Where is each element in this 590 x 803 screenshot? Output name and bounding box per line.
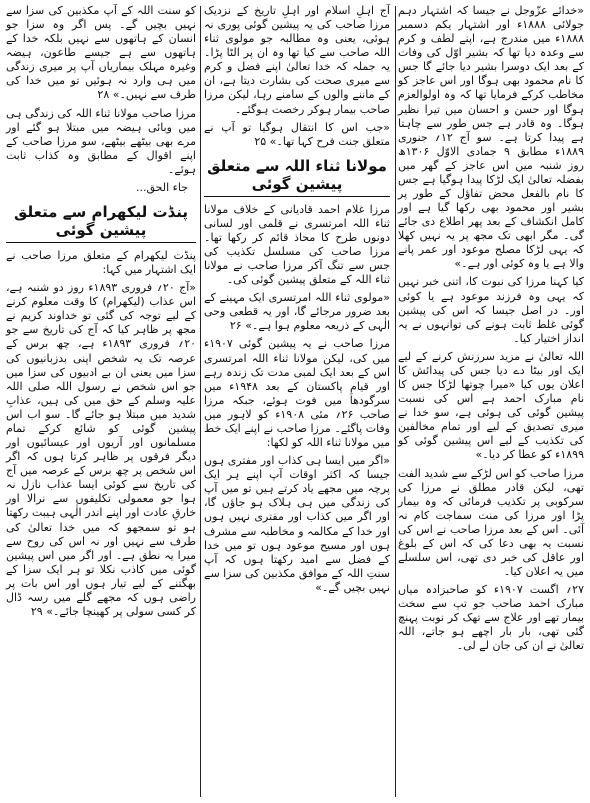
commentary-paragraph: مرزا صاحب کو اس لڑکے سے شدید الفت تھی، لیکن قادر مطلق نے مرزا کی سرکوبی پر تکذیب فرمائی کہ وہ بیمار پڑا اور مرزا کی منت سماجت کام نہ آئی۔ اس کے بعد مرزا صاحب نے اس کی نسبت یہ بھی دعا کی کہ اس کے بلوغ اور عاقل کی خبر دی تھی، اس سلسلے میں یہ اعلان کیا۔ bbox=[398, 466, 584, 579]
column-divider bbox=[395, 6, 396, 797]
body-paragraph: مرزا صاحب نے یہ پیشین گوئی ۱۹۰۷ء میں کی، لیکن مولانا ثناء اللہ امرتسری اس کے بعد ایک لمبی مدت تک زندہ رہے اور قیامِ پاکستان کے بعد ۱۹۴۸ء میں سرگودھا میں فوت ہوئے، جبکہ مرزا صاحب ۲۶؍ مئی ۱۹۰۸ء کو لاہور میں وفات پاگئے۔ مرزا صاحب نے اپنے ایک خط میں مولانا ثناء اللہ کو لکھا: bbox=[204, 337, 390, 450]
body-paragraph: مرزا غلام احمد قادیانی کے خلاف مولانا ثناء اللہ امرتسری نے قلمی اور لسانی دونوں طرح کا محاذ قائم کر رکھا تھا۔ مرزا صاحب کی مسلسل تکذیب کی جس سے تنگ آکر مرزا صاحب نے مولانا ثناء اللہ کے متعلق پیشین گوئی کی۔ bbox=[204, 202, 390, 287]
column-divider bbox=[200, 6, 201, 797]
mubarak-ahmad-quote: اللہ تعالیٰ نے مزید سرزنش کرنے کے لیے ایک اور بیٹا دے دیا جس کی پیدائش کا اعلان یوں کیا «میرا چوتھا لڑکا جس کا نام مبارک احمد ہے اس کی نسبت پیشین گوئی کی ہوئی ہے، سو خدا نے میری تصدیق کے لیے اور تمام مخالفین کی تکذیب کے لیے اس پیشین گوئی کو ۱۸۹۹ء کو عطا کر دیا۔» bbox=[398, 349, 584, 462]
section-heading-lekhram: پنڈت لیکھرام سے متعلق پیشین گوئی bbox=[6, 203, 196, 243]
section-heading-sanaullah: مولانا ثناء اللہ سے متعلق پیشین گوئی bbox=[204, 157, 390, 197]
column-left bbox=[4, 4, 198, 799]
prophecy-quote-bashir: «خدائے عزّوجل نے جیسا کہ اشتہار دہم جولائی ۱۸۸۸ء اور اشتہار یکم دسمبر ۱۸۸۸ء میں مندرج ہے، اپنے لطف و کرم سے وعدہ دیا تھا کہ بشیر اوّل کی وفات کے بعد ایک دوسرا بشیر دیا جائے گا جس کا نام محمود بھی ہوگا اور اس عاجز کو مخاطب کرکے فرمایا تھا کہ وہ اولوالعزم ہوگا اور حسن و احسان میں تیرا نظیر ہوگا۔ وہ قادر ہے جس طور سے چاہتا ہے پیدا کرتا ہے۔ سو آج ۱۲؍ جنوری ۱۸۸۹ء مطابق ۹ جمادی الاوّل ۱۳۰۶ھ روز شنبہ میں اس عاجز کے گھر میں بفضلہ تعالیٰ ایک لڑکا پیدا ہوگیا ہے جس کا نام بالفعل محض تفاؤل کے طور پر بشیر اور محمود بھی رکھا گیا ہے اور کامل انکشاف کے بعد پھر اطلاع دی جائے گی۔ مگر ابھی تک مجھ پر یہ نہیں کھلا کہ یہی لڑکا مصلح موعود اور عمر پانے والا ہے یا وہ کوئی اور ہے۔» bbox=[398, 4, 584, 271]
letter-quote-continued: کو سنت اللہ کے آپ مکذبین کی سزا سے نہیں بچیں گے۔ پس اگر وہ سزا جو انسان کے ہاتھوں سے نہیں بلکہ خدا کے ہاتھوں سے ہے جیسے طاعون، ہیضہ وغیرہ مہلک بیماریاں آپ پر میری زندگی میں ہی وارد نہ ہوئیں تو میں خدا کی طرف سے نہیں۔» ۲۸ bbox=[6, 4, 196, 102]
commentary-paragraph: کیا کہنا مرزا کی نبوت کا، اتنی خبر نہیں کہ یہی وہ فرزند موعود ہے یا کوئی اور۔ در اصل جیسا کہ اس کی پیشین گوئی غلط ثابت ہونے کی توانہوں نے یہ انداز اختیار کیا۔ bbox=[398, 275, 584, 345]
body-paragraph: آج اہلِ اسلام اور اہلِ تاریخ کے نزدیک مرزا صاحب کی یہ پیشین گوئی پوری نہ ہوئی، یعنی وہ مطالبہ جو مولوی ثناء اللہ صاحب سے کیا تھا وہ ان پر الٹا پڑا۔ یہ جملہ کہ خدا تعالیٰ اپنے فضل و کرم سے میری صحت کی بشارت دیتا ہے، ان کے ماننے والوں کے سامنے رہا، لیکن مرزا صاحب بیمار ہوکر رخصت ہوگئے۔ bbox=[204, 4, 390, 116]
letter-quote: «اگر میں ایسا ہی کذاب اور مفتری ہوں جیسا کہ اکثر اوقات آپ اپنے ہر ایک پرچہ میں مجھے یاد کرتے ہیں تو میں آپ کی زندگی میں ہی ہلاک ہو جاؤں گا، اور اگر میں کذاب اور مفتری نہیں ہوں اور خدا کے مکالمہ و مخاطبہ سے مشرف ہوں اور مسیح موعود ہوں تو میں خدا کے فضل سے امید رکھتا ہوں کہ آپ سنتِ اللہ کے موافق مکذبین کی سزا سے نہیں بچیں گے۔» bbox=[204, 454, 390, 594]
body-paragraph: مرزا صاحب مولانا ثناء اللہ کی زندگی ہی میں وبائی ہیضہ میں مبتلا ہو گئے اور مرے بھی بیٹھے بیٹھے، سو مرزا صاحب کے اپنے اقوال کے مطابق وہ کذاب ثابت ہوئے۔ bbox=[6, 106, 196, 176]
death-notice-paragraph: ۲۷؍ اگست ۱۹۰۷ء کو صاحبزادہ میاں مبارک احمد صاحب جو تپ سے سخت بیمار تھے اور علاج سے تھک کر نوبت پہنچ گئی تھی، بار بار اچھے ہو جاتے، اللہ تعالیٰ نے ان کی جان لے لی۔ bbox=[398, 583, 584, 653]
prophecy-quote-lekhram: «آج ۲۰؍ فروری ۱۸۹۳ء روز دو شنبہ ہے، اس عذاب (لیکھرام) کا وقت معلوم کرنے کے لیے توجہ کی گئی تو خداوند کریم نے مجھ پر ظاہر کیا کہ آج کی تاریخ سے جو ۲۰؍ فروری ۱۸۹۳ء ہے، چھ برس کے عرصہ تک یہ شخص اپنی بدزبانیوں کی سزا میں یعنی ان بے ادبیوں کی سزا میں جو اس شخص نے رسول اللہ صلی اللہ علیہ وسلم کے حق میں کی ہیں، عذابِ شدید میں مبتلا ہو جائے گا۔ سو اب اس پیشین گوئی کو شائع کرکے تمام مسلمانوں اور آریوں اور عیسائیوں اور دیگر فرقوں پر ظاہر کرتا ہوں کہ اگر اس شخص پر چھ برس کے عرصہ میں آج کی تاریخ سے کوئی ایسا عذاب نازل نہ ہوا جو معمولی تکلیفوں سے نرالا اور خارقِ عادت اور اپنے اندر الٰہی ہیبت رکھتا ہو تو سمجھو کہ میں خدا تعالیٰ کی طرف سے نہیں اور نہ اس کی روح سے میرا یہ نطق ہے۔ اور اگر میں اس پیشین گوئی میں کاذب نکلا تو ہر ایک سزا کے بھگتنے کے لیے تیار ہوں اور اس بات پر راضی ہوں کہ مجھے گلے میں رسہ ڈال کر کسی سولی پر کھینچا جائے۔» ۲۹ bbox=[6, 281, 197, 618]
column-middle bbox=[202, 4, 392, 799]
column-right bbox=[396, 4, 586, 799]
prophecy-quote-sanaullah: «مولوی ثناء اللہ امرتسری ایک مہینے کے بعد ضرور مرجائے گا، اور یہ قطعی وحی الٰہی کے ذریعہ معلوم ہوا ہے۔» ۲۶ bbox=[204, 291, 390, 333]
signature-line: جاء الحق... bbox=[136, 180, 188, 194]
quote-paragraph: «جب اس کا انتقال ہوگیا تو آپ نے متعلق جنت فرح کہا تھا۔» ۲۵ bbox=[204, 120, 390, 148]
body-paragraph: پنڈت لیکھرام کے متعلق مرزا صاحب نے ایک اشتہار میں کہا: bbox=[6, 249, 196, 277]
